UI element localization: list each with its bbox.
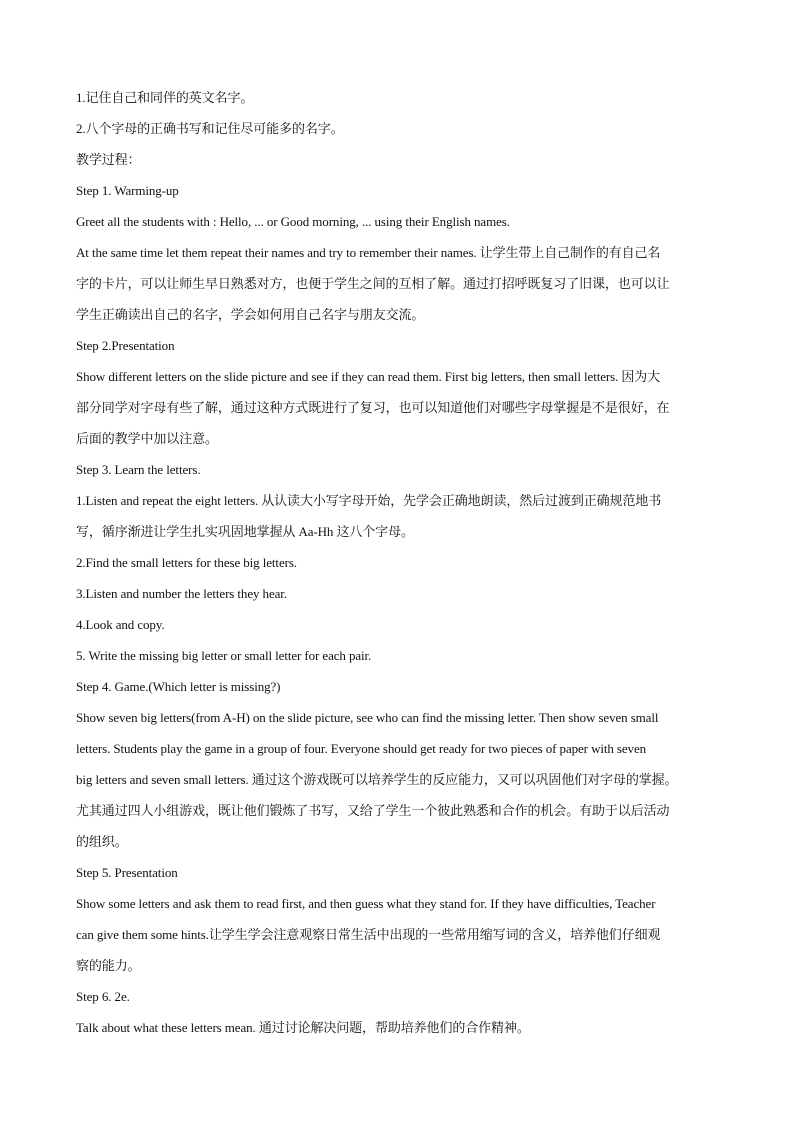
paragraph-line: can give them some hints.让学生学会注意观察日常生活中出现的一些常用缩写词的含义，培养他们仔细观 [76,927,661,942]
paragraph-line: 尤其通过四人小组游戏，既让他们锻炼了书写，又给了学生一个彼此熟悉和合作的机会。有助于以后活动 [76,803,670,818]
step-4-heading: Step 4. Game.(Which letter is missing?) [76,679,281,694]
objective-line-2: 2.八个字母的正确书写和记住尽可能多的名字。 [76,121,344,136]
paragraph-line: Talk about what these letters mean. 通过讨论解决问题，帮助培养他们的合作精神。 [76,1020,530,1035]
list-item: 5. Write the missing big letter or small letter for each pair. [76,648,372,663]
step-1-heading: Step 1. Warming-up [76,183,179,198]
paragraph-line: 学生正确读出自己的名字，学会如何用自己名字与朋友交流。 [76,307,425,322]
objective-line-1: 1.记住自己和同伴的英文名字。 [76,90,254,105]
paragraph-line: Show different letters on the slide picture and see if they can read them. First big letters, then small letters. 因为大 [76,369,661,384]
step-2-heading: Step 2.Presentation [76,338,175,353]
paragraph-line: Show seven big letters(from A-H) on the slide picture, see who can find the missing letter. Then show seven small [76,710,659,725]
paragraph-line: 写，循序渐进让学生扎实巩固地掌握从 Aa-Hh 这八个字母。 [76,524,414,539]
process-heading: 教学过程： [76,152,141,167]
paragraph-line: 1.Listen and repeat the eight letters. 从认读大小写字母开始，先学会正确地朗读，然后过渡到正确规范地书 [76,493,662,508]
step-6-heading: Step 6. 2e. [76,989,130,1004]
list-item: 3.Listen and number the letters they hear. [76,586,287,601]
paragraph-line: 部分同学对字母有些了解，通过这种方式既进行了复习，也可以知道他们对哪些字母掌握是不是很好，在 [76,400,670,415]
list-item: 4.Look and copy. [76,617,165,632]
step-5-heading: Step 5. Presentation [76,865,178,880]
paragraph-line: 的组织。 [76,834,128,849]
step-3-heading: Step 3. Learn the letters. [76,462,201,477]
paragraph-line: At the same time let them repeat their names and try to remember their names. 让学生带上自己制作的有自己名 [76,245,661,260]
paragraph-line: 察的能力。 [76,958,141,973]
paragraph-line: big letters and seven small letters. 通过这个游戏既可以培养学生的反应能力，又可以巩固他们对字母的掌握。 [76,772,678,787]
list-item: 2.Find the small letters for these big letters. [76,555,297,570]
paragraph-line: 后面的教学中加以注意。 [76,431,218,446]
paragraph-line: 字的卡片，可以让师生早日熟悉对方，也便于学生之间的互相了解。通过打招呼既复习了旧课，也可以让 [76,276,670,291]
paragraph-line: letters. Students play the game in a group of four. Everyone should get ready for two pieces of paper with seven [76,741,647,756]
paragraph-line: Greet all the students with : Hello, ... or Good morning, ... using their English names. [76,214,510,229]
paragraph-line: Show some letters and ask them to read first, and then guess what they stand for. If they have difficulties, Teacher [76,896,656,911]
document-body [76,82,726,1043]
